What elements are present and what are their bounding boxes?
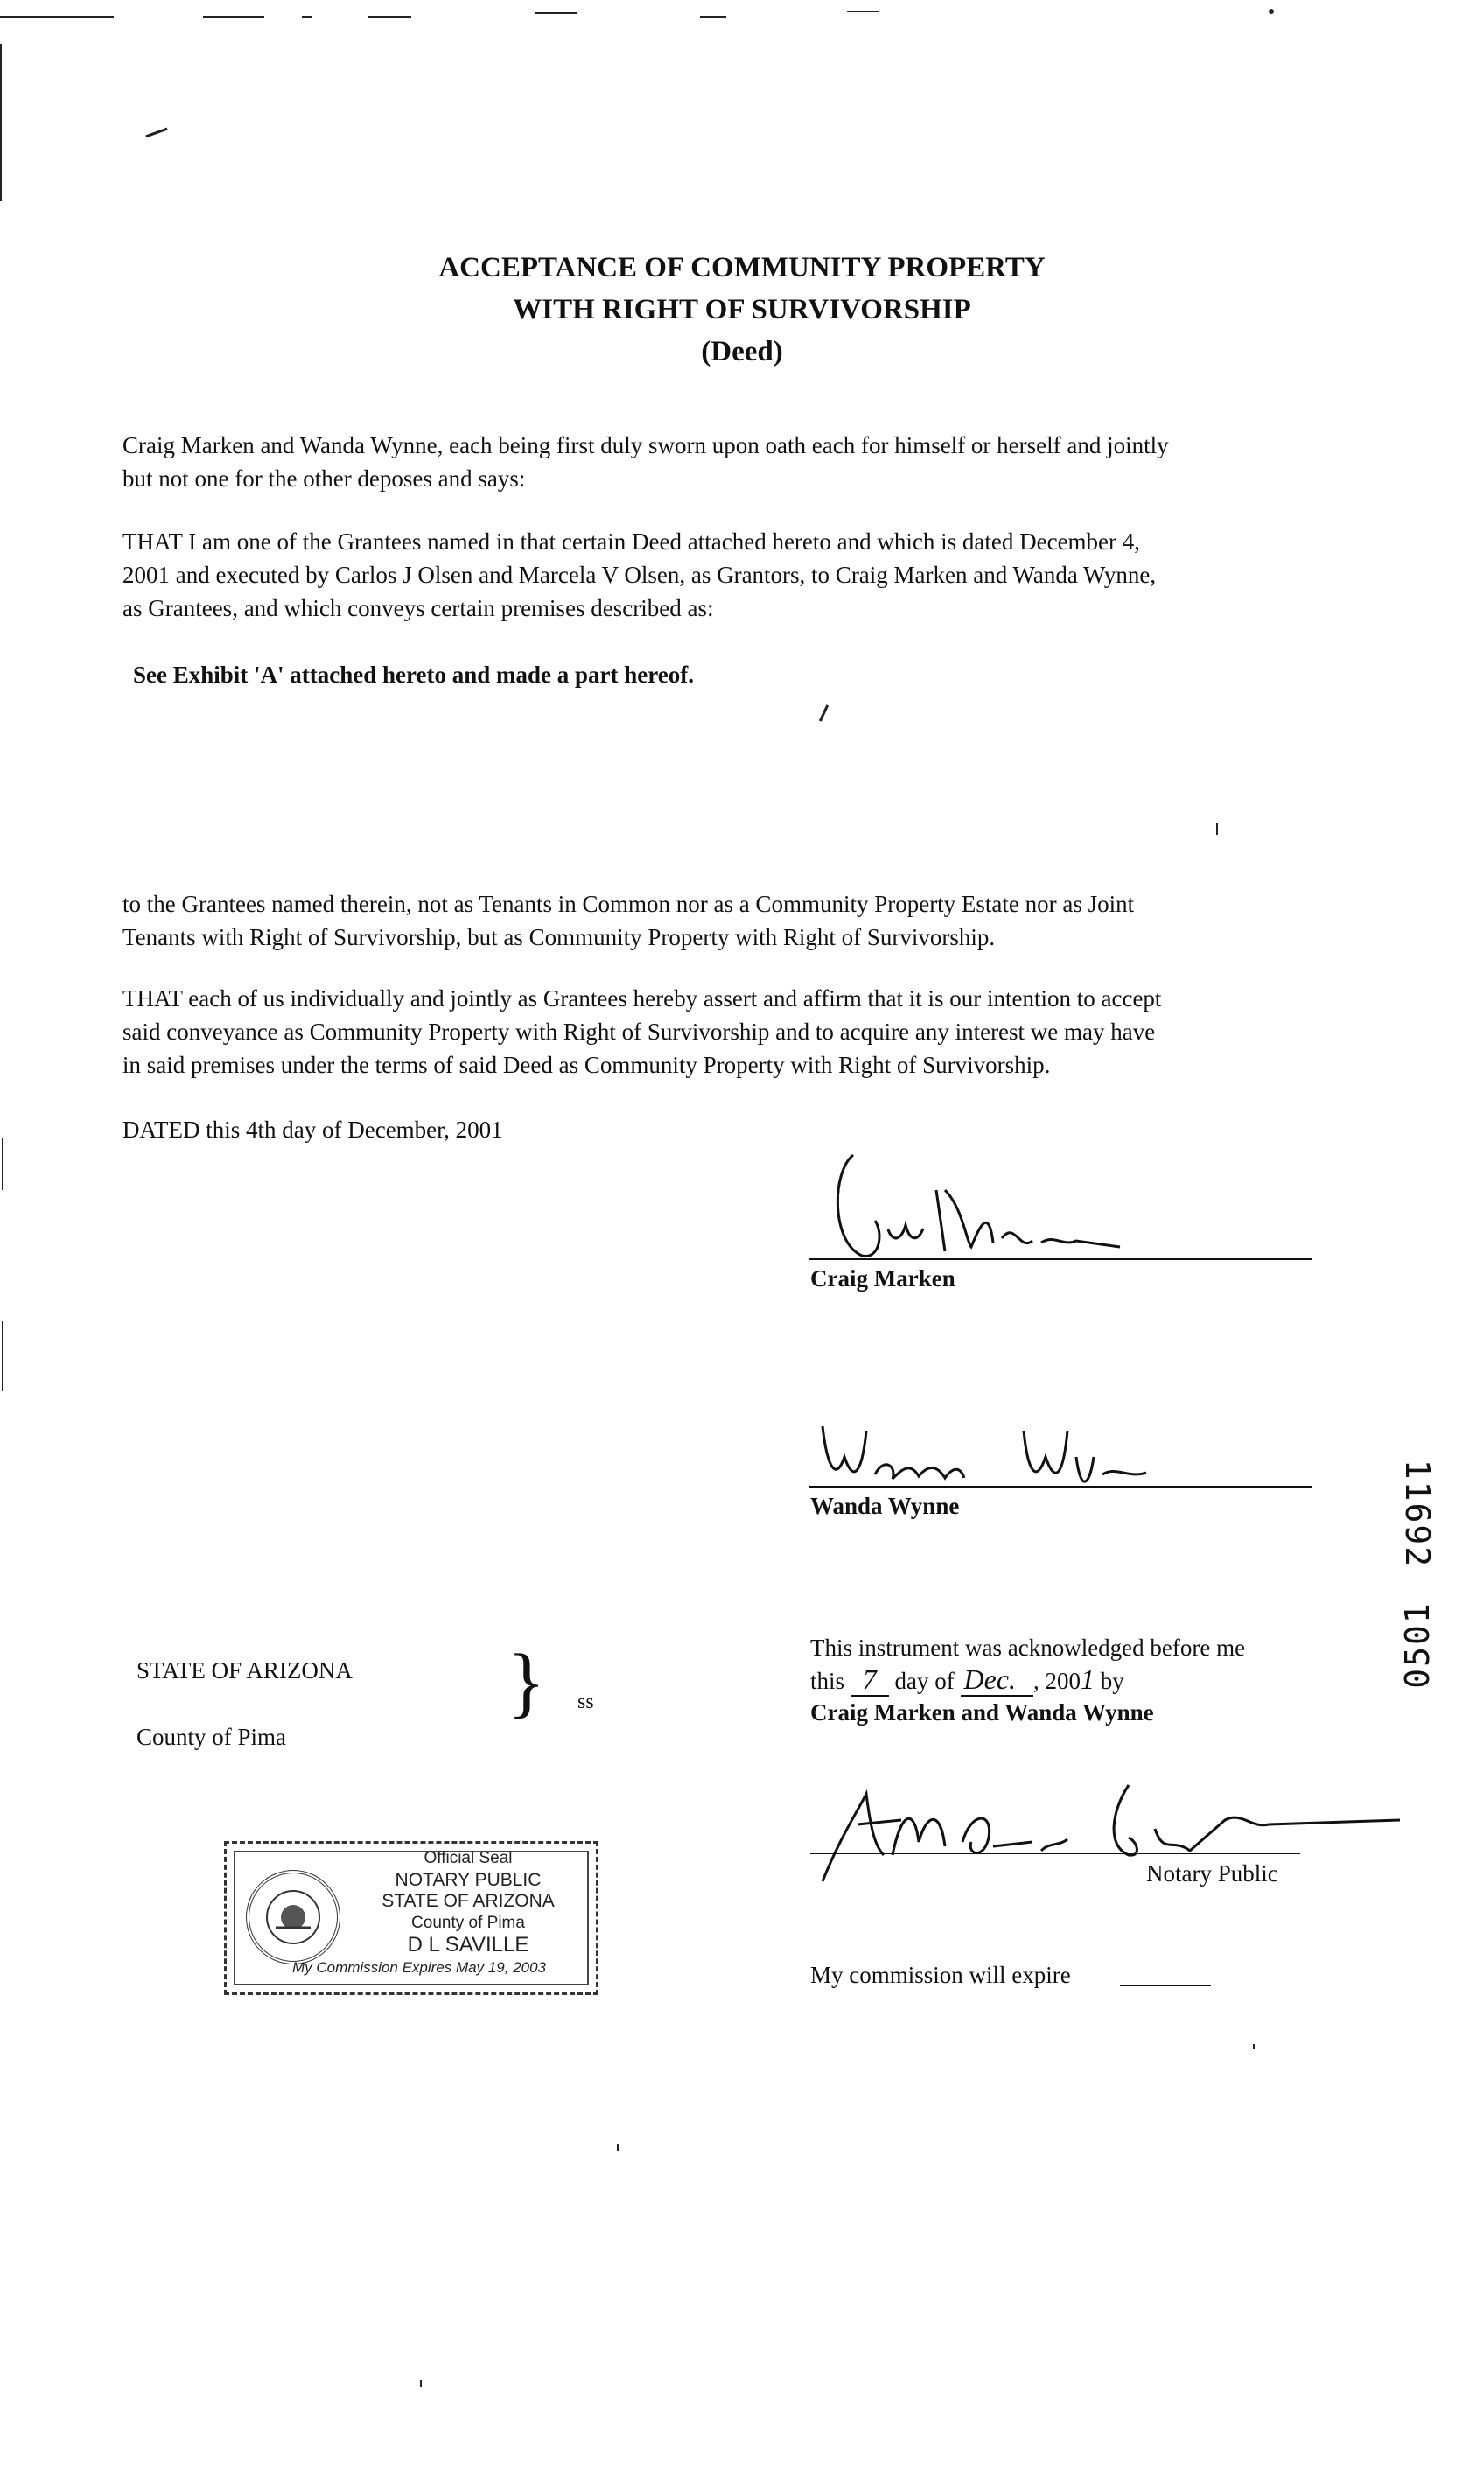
venue-state: STATE OF ARIZONA xyxy=(136,1657,353,1684)
scan-artifact-top xyxy=(847,10,878,12)
notary-stamp xyxy=(224,1841,598,1995)
recording-number-top xyxy=(1365,1452,1470,1575)
scan-artifact-mark xyxy=(617,2144,619,2151)
signature-line-2 xyxy=(809,1486,1312,1488)
scan-artifact-top xyxy=(368,16,411,18)
signer1-name: Craig Marken xyxy=(810,1265,956,1292)
scan-artifact-mark xyxy=(145,128,167,138)
assertion-line: said conveyance as Community Property with Right of Survivorship and to acquire any interest we may have xyxy=(122,1018,1156,1045)
ack-by: by xyxy=(1100,1668,1124,1694)
acknowledgment-line2 xyxy=(810,1662,1353,1698)
signature-craig-marken xyxy=(814,1138,1181,1269)
scan-artifact-mark xyxy=(1253,2044,1255,2049)
stamp-state: STATE OF ARIZONA xyxy=(382,1891,555,1911)
signer2-name: Wanda Wynne xyxy=(810,1493,960,1519)
grantee-line: 2001 and executed by Carlos J Olsen and Marcela V Olsen, as Grantors, to Craig Marken and Wanda Wynne, xyxy=(122,562,1157,588)
assertion-paragraph xyxy=(122,982,1339,1082)
tenancy-line: Tenants with Right of Survivorship, but as Community Property with Right of Survivorship. xyxy=(122,924,996,950)
scan-artifact-top xyxy=(302,16,312,18)
scan-artifact-mark xyxy=(420,2380,422,2387)
grantee-paragraph xyxy=(122,525,1339,625)
dated-line: DATED this 4th day of December, 2001 xyxy=(122,1116,503,1143)
signature-wanda-wynne xyxy=(814,1413,1181,1501)
recording-number-top-text: 11692 xyxy=(1398,1459,1437,1569)
ack-year-prefix: , 200 xyxy=(1033,1668,1082,1694)
tenancy-line: to the Grantees named therein, not as Tenants in Common nor as a Community Property Estate nor as Joint xyxy=(122,891,1135,917)
stamp-expiration: My Commission Expires May 19, 2003 xyxy=(291,1959,547,1976)
notary-public-label: Notary Public xyxy=(1146,1860,1278,1886)
commission-expire-label: My commission will expire xyxy=(810,1962,1071,1988)
assertion-line: THAT each of us individually and jointly as Grantees hereby assert and affirm that it is our intention to accept xyxy=(122,985,1162,1012)
document-title-line3: (Deed) xyxy=(701,336,783,368)
ack-day: 7 xyxy=(850,1663,889,1697)
scan-artifact-mark xyxy=(819,704,829,721)
oath-line: but not one for the other deposes and says: xyxy=(122,466,526,492)
scan-artifact-left xyxy=(2,1321,4,1391)
signature-line-1 xyxy=(809,1258,1312,1260)
grantee-line: as Grantees, and which conveys certain premises described as: xyxy=(122,595,714,621)
scan-artifact-top xyxy=(203,16,264,18)
venue-ss: ss xyxy=(578,1690,594,1713)
scan-artifact-top xyxy=(536,12,578,14)
acknowledgment-names: Craig Marken and Wanda Wynne xyxy=(810,1699,1154,1726)
scan-artifact-left xyxy=(0,44,2,201)
arizona-seal-icon xyxy=(246,1870,340,1964)
stamp-county: County of Pima xyxy=(411,1914,525,1932)
stamp-notary-public: NOTARY PUBLIC xyxy=(395,1870,542,1890)
document-title-line1: ACCEPTANCE OF COMMUNITY PROPERTY xyxy=(438,252,1046,284)
ack-year: 1 xyxy=(1081,1663,1096,1695)
oath-paragraph xyxy=(122,429,1339,495)
recording-number-bottom xyxy=(1365,1575,1470,1715)
ack-day-of: day of xyxy=(894,1668,955,1694)
ack-this: this xyxy=(810,1668,845,1694)
oath-line: Craig Marken and Wanda Wynne, each being first duly sworn upon oath each for himself or herself and jointly xyxy=(122,432,1169,458)
acknowledgment-line1: This instrument was acknowledged before me xyxy=(810,1634,1246,1661)
tenancy-paragraph xyxy=(122,887,1339,954)
notary-signature-line xyxy=(810,1853,1300,1854)
scan-artifact-top xyxy=(700,16,726,18)
scan-artifact-top xyxy=(1269,9,1274,14)
document-title-line2: WITH RIGHT OF SURVIVORSHIP xyxy=(513,294,971,326)
recording-number-bottom-text: 0501 xyxy=(1398,1601,1437,1689)
venue-brace: } xyxy=(508,1639,546,1726)
stamp-notary-name: D L SAVILLE xyxy=(407,1933,529,1956)
scan-artifact-left xyxy=(2,1138,4,1190)
ack-month: Dec. xyxy=(961,1663,1034,1697)
assertion-line: in said premises under the terms of said Deed as Community Property with Right of Survivorship. xyxy=(122,1052,1051,1078)
exhibit-reference: See Exhibit 'A' attached hereto and made a part hereof. xyxy=(133,662,694,688)
scan-artifact-top xyxy=(0,16,114,18)
grantee-line: THAT I am one of the Grantees named in that certain Deed attached hereto and which is dated December 4, xyxy=(122,528,1141,555)
stamp-official-seal: Official Seal xyxy=(424,1849,513,1867)
scan-artifact-mark xyxy=(1216,822,1218,835)
venue-county: County of Pima xyxy=(136,1724,287,1750)
commission-expire-blank xyxy=(1120,1984,1211,1986)
